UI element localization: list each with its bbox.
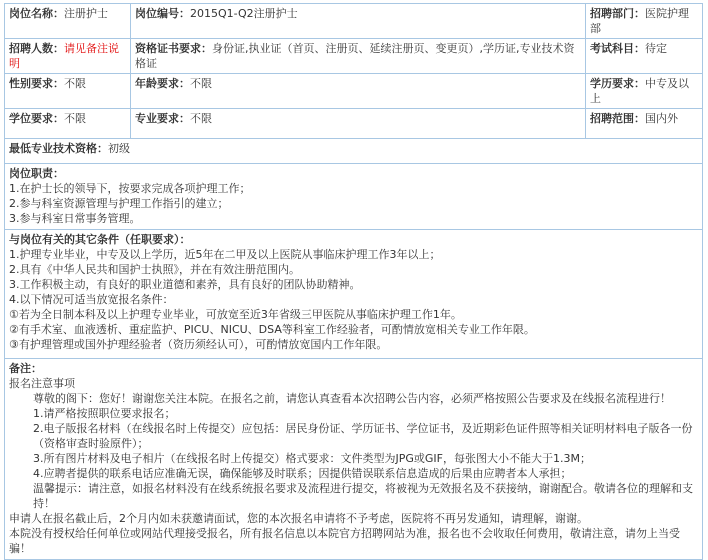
cell-age bbox=[131, 74, 586, 109]
count-value: 请见备注说明 bbox=[9, 42, 119, 70]
condition-line: ②有手术室、血液透析、重症监护、PICU、NICU、DSA等科室工作经验者，可酌情放宽相关专业工作年限。 bbox=[9, 323, 535, 336]
duties-label: 岗位职责： bbox=[9, 167, 64, 180]
cert-label: 资格证书要求： bbox=[135, 42, 212, 55]
age-value: 不限 bbox=[190, 77, 212, 90]
cell-post-name bbox=[5, 4, 131, 39]
notes-item: 1.请严格按照职位要求报名； bbox=[33, 407, 176, 420]
gender-value: 不限 bbox=[64, 77, 86, 90]
title-value: 初级 bbox=[108, 142, 130, 155]
degree-value: 不限 bbox=[64, 112, 86, 125]
cell-gender bbox=[5, 74, 131, 109]
row-title bbox=[5, 139, 703, 164]
post-name-label: 岗位名称： bbox=[9, 7, 64, 20]
cell-exam bbox=[586, 39, 703, 74]
job-posting-table bbox=[4, 3, 703, 560]
scope-label: 招聘范围： bbox=[590, 112, 645, 125]
major-label: 专业要求： bbox=[135, 112, 190, 125]
row-count-cert-exam bbox=[5, 39, 703, 74]
cert-value: 身份证,执业证（首页、注册页、延续注册页、变更页）,学历证,专业技术资格证 bbox=[135, 42, 575, 70]
condition-line: 4.以下情况可适当放宽报名条件： bbox=[9, 293, 174, 306]
exam-value: 待定 bbox=[645, 42, 667, 55]
scope-value: 国内外 bbox=[645, 112, 678, 125]
cell-dept bbox=[586, 4, 703, 39]
post-code-value: 2015Q1-Q2注册护士 bbox=[190, 7, 298, 20]
edu-label: 学历要求： bbox=[590, 77, 645, 90]
cell-post-code bbox=[131, 4, 586, 39]
condition-line: 3.工作积极主动，有良好的职业道德和素养，具有良好的团队协助精神。 bbox=[9, 278, 361, 291]
notes-item: 2.电子版报名材料（在线报名时上传提交）应包括：居民身份证、学历证书、学位证书，及近期彩色证件照等相关证明材料电子版各一份（资格审查时验原件）； bbox=[33, 422, 693, 450]
cell-major bbox=[131, 109, 586, 139]
condition-line: 1.护理专业毕业，中专及以上学历，近5年在二甲及以上医院从事临床护理工作3年以上； bbox=[9, 248, 441, 261]
exam-label: 考试科目： bbox=[590, 42, 645, 55]
notes-item: 4.应聘者提供的联系电话应准确无误，确保能够及时联系；因提供错误联系信息造成的后果由应聘者本人承担； bbox=[33, 467, 572, 480]
cell-cert bbox=[131, 39, 586, 74]
condition-line: ①若为全日制本科及以上护理专业毕业，可放宽至近3年省级三甲医院从事临床护理工作1年。 bbox=[9, 308, 462, 321]
edu-value: 中专及以上 bbox=[590, 77, 689, 105]
cell-edu bbox=[586, 74, 703, 109]
cell-notes bbox=[5, 359, 703, 560]
notes-item: 3.所有图片材料及电子相片（在线报名时上传提交）格式要求：文件类型为JPG或GIF，每张图大小不能大于1.3M； bbox=[33, 452, 591, 465]
row-degree-major-scope bbox=[5, 109, 703, 139]
degree-label: 学位要求： bbox=[9, 112, 64, 125]
condition-line: 2.具有《中华人民共和国护士执照》，并在有效注册范围内。 bbox=[9, 263, 300, 276]
conditions-label: 与岗位有关的其它条件（任职要求）： bbox=[9, 233, 191, 246]
row-duties bbox=[5, 164, 703, 230]
title-label: 最低专业技术资格： bbox=[9, 142, 108, 155]
notes-after-deadline: 申请人在报名截止后，2个月内如未获邀请面试，您的本次报名申请将不予考虑，医院将不再另发通知，请理解，谢谢。 bbox=[9, 512, 588, 525]
dept-value: 医院护理部 bbox=[590, 7, 689, 35]
row-gender-age-edu bbox=[5, 74, 703, 109]
post-name-value: 注册护士 bbox=[64, 7, 108, 20]
dept-label: 招聘部门： bbox=[590, 7, 645, 20]
count-label: 招聘人数： bbox=[9, 42, 64, 55]
cell-title bbox=[5, 139, 703, 164]
notes-reminder: 温馨提示：请注意，如报名材料没有在线系统报名要求及流程进行提交，将被视为无效报名及不获接纳，谢谢配合。敬请各位的理解和支持！ bbox=[33, 482, 693, 510]
cell-duties bbox=[5, 164, 703, 230]
condition-line: ③有护理管理或国外护理经验者（资历须经认可），可酌情放宽国内工作年限。 bbox=[9, 338, 388, 351]
cell-count bbox=[5, 39, 131, 74]
age-label: 年龄要求： bbox=[135, 77, 190, 90]
duty-line: 2.参与科室资源管理与护理工作指引的建立； bbox=[9, 197, 229, 210]
major-value: 不限 bbox=[190, 112, 212, 125]
notes-greeting: 尊敬的阁下：您好！谢谢您关注本院。在报名之前，请您认真查看本次招聘公告内容，必须严格按照公告要求及在线报名流程进行！ bbox=[33, 392, 671, 405]
gender-label: 性别要求： bbox=[9, 77, 64, 90]
notes-heading: 报名注意事项 bbox=[9, 377, 75, 390]
cell-scope bbox=[586, 109, 703, 139]
cell-conditions bbox=[5, 230, 703, 359]
row-name-code-dept bbox=[5, 4, 703, 39]
duty-line: 3.参与科室日常事务管理。 bbox=[9, 212, 141, 225]
notes-no-agent: 本院没有授权给任何单位或网站代理接受报名，所有报名信息以本院官方招聘网站为准，报名也不会收取任何费用，敬请注意，请勿上当受骗！ bbox=[9, 527, 680, 555]
row-conditions bbox=[5, 230, 703, 359]
cell-degree bbox=[5, 109, 131, 139]
row-notes bbox=[5, 359, 703, 560]
notes-label: 备注： bbox=[9, 362, 42, 375]
duty-line: 1.在护士长的领导下，按要求完成各项护理工作； bbox=[9, 182, 251, 195]
post-code-label: 岗位编号： bbox=[135, 7, 190, 20]
